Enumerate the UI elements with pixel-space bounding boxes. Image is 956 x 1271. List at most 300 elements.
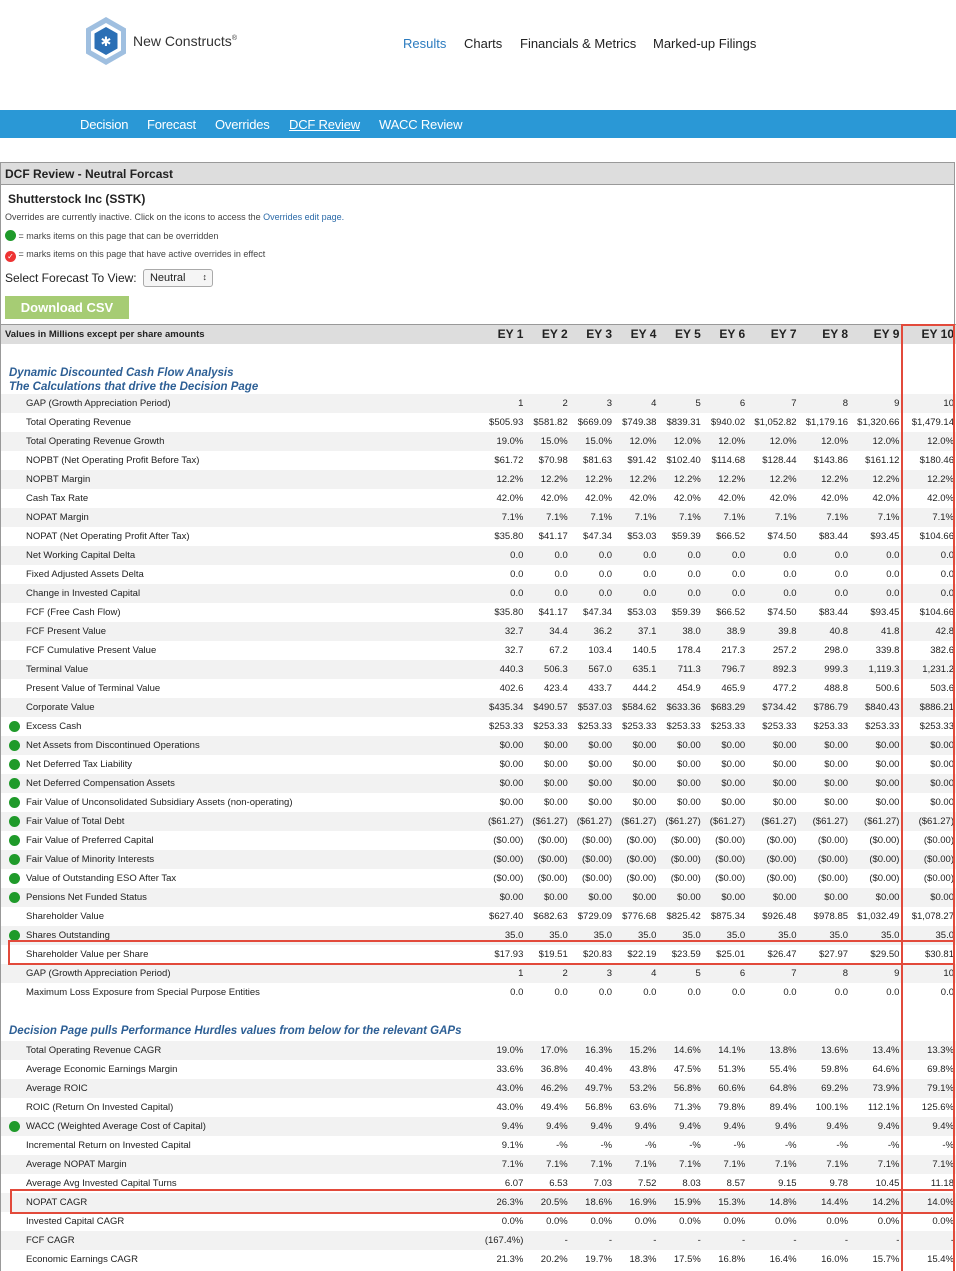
row-label: Fixed Adjusted Assets Delta — [26, 568, 144, 580]
table-cell: 42.0% — [747, 489, 798, 508]
table-cell: 53.2% — [614, 1079, 658, 1098]
table-cell: 0.0 — [799, 546, 850, 565]
table-cell: $0.00 — [570, 888, 614, 907]
table-cell: 71.3% — [658, 1098, 702, 1117]
green-dot-icon — [5, 230, 16, 241]
row-label: Maximum Loss Exposure from Special Purpose Entities — [26, 986, 260, 998]
table-cell: 567.0 — [570, 660, 614, 679]
table-cell: ($0.00) — [901, 831, 956, 850]
table-row — [1, 774, 956, 793]
table-cell: -% — [570, 1136, 614, 1155]
table-cell: $23.59 — [658, 945, 702, 964]
units-label: Values in Millions except per share amounts — [1, 325, 477, 344]
table-cell: $875.34 — [703, 907, 747, 926]
table-cell: 0.0 — [850, 546, 901, 565]
table-cell: 46.2% — [525, 1079, 569, 1098]
brand-name[interactable]: New Constructs® — [133, 33, 237, 49]
table-row — [1, 622, 956, 641]
table-cell: 0.0 — [614, 546, 658, 565]
override-dot-icon[interactable] — [9, 873, 20, 884]
table-cell: 454.9 — [658, 679, 702, 698]
table-cell: ($0.00) — [850, 850, 901, 869]
table-cell: 35.0 — [747, 926, 798, 945]
table-cell: 12.2% — [747, 470, 798, 489]
table-cell: 59.8% — [799, 1060, 850, 1079]
section-heading — [1, 364, 956, 394]
table-cell: 0.0% — [570, 1212, 614, 1231]
table-cell: 5 — [658, 964, 702, 983]
table-cell: 7.1% — [525, 1155, 569, 1174]
table-row — [1, 603, 956, 622]
table-cell: 0.0 — [850, 584, 901, 603]
table-cell: $0.00 — [799, 888, 850, 907]
table-cell: 7.1% — [658, 1155, 702, 1174]
table-row — [1, 1174, 956, 1193]
override-dot-icon[interactable] — [9, 1121, 20, 1132]
table-cell: $66.52 — [703, 527, 747, 546]
table-cell: 42.0% — [850, 489, 901, 508]
table-cell: 56.8% — [570, 1098, 614, 1117]
overrides-note: Overrides are currently inactive. Click on the icons to access the Overrides edit page. — [5, 212, 345, 222]
table-cell: 67.2 — [525, 641, 569, 660]
row-label: Present Value of Terminal Value — [26, 682, 161, 694]
table-cell: $0.00 — [747, 793, 798, 812]
nav-marked-up-filings[interactable]: Marked-up Filings — [653, 36, 757, 51]
table-cell: 13.4% — [850, 1041, 901, 1060]
table-cell: 0.0% — [703, 1212, 747, 1231]
table-cell: - — [850, 1231, 901, 1250]
table-cell: -% — [799, 1136, 850, 1155]
table-cell: $0.00 — [658, 888, 702, 907]
table-cell: 7.1% — [799, 1155, 850, 1174]
table-cell: 12.2% — [614, 470, 658, 489]
table-cell: 32.7 — [477, 622, 525, 641]
override-dot-icon[interactable] — [9, 930, 20, 941]
table-cell: 7.1% — [614, 1155, 658, 1174]
table-row — [1, 432, 956, 451]
override-dot-icon[interactable] — [9, 892, 20, 903]
table-cell: - — [614, 1231, 658, 1250]
row-label: Change in Invested Capital — [26, 587, 141, 599]
table-cell: $926.48 — [747, 907, 798, 926]
table-cell: $70.98 — [525, 451, 569, 470]
column-header: EY 4 — [614, 325, 658, 344]
table-cell: 55.4% — [747, 1060, 798, 1079]
table-cell: 0.0% — [901, 1212, 956, 1231]
table-cell: 506.3 — [525, 660, 569, 679]
table-row — [1, 1079, 956, 1098]
table-cell: 63.6% — [614, 1098, 658, 1117]
table-cell: 49.7% — [570, 1079, 614, 1098]
table-cell: $0.00 — [901, 736, 956, 755]
table-cell: 7.1% — [901, 508, 956, 527]
row-label: Fair Value of Unconsolidated Subsidiary Assets (non-operating) — [26, 796, 293, 808]
table-cell: 0.0% — [614, 1212, 658, 1231]
table-cell: 4 — [614, 394, 658, 413]
table-cell: $0.00 — [525, 755, 569, 774]
table-cell: $940.02 — [703, 413, 747, 432]
table-cell: 42.0% — [525, 489, 569, 508]
table-cell: $825.42 — [658, 907, 702, 926]
row-label: Fair Value of Minority Interests — [26, 853, 155, 865]
table-cell: 382.6 — [901, 641, 956, 660]
table-cell: 0.0 — [703, 565, 747, 584]
table-cell: $0.00 — [477, 736, 525, 755]
table-cell: 178.4 — [658, 641, 702, 660]
table-cell: - — [901, 1231, 956, 1250]
table-cell: 7.1% — [477, 1155, 525, 1174]
table-cell: $253.33 — [747, 717, 798, 736]
override-dot-icon[interactable] — [9, 816, 20, 827]
table-cell: $0.00 — [747, 755, 798, 774]
table-cell: $0.00 — [658, 793, 702, 812]
table-cell: $1,052.82 — [747, 413, 798, 432]
table-cell: 9 — [850, 394, 901, 413]
table-cell: 35.0 — [703, 926, 747, 945]
table-cell: $1,078.27 — [901, 907, 956, 926]
table-cell: 16.0% — [799, 1250, 850, 1269]
table-cell: 0.0 — [570, 584, 614, 603]
row-label: Shareholder Value — [26, 910, 104, 922]
table-cell: ($0.00) — [703, 850, 747, 869]
table-cell: (167.4%) — [477, 1231, 525, 1250]
nav-financials-metrics[interactable]: Financials & Metrics — [520, 36, 637, 51]
table-cell: 1,231.2 — [901, 660, 956, 679]
table-row — [1, 926, 956, 945]
table-cell: $0.00 — [525, 774, 569, 793]
table-cell: 35.0 — [901, 926, 956, 945]
nav-charts[interactable]: Charts — [464, 36, 503, 51]
row-label: Invested Capital CAGR — [26, 1215, 125, 1227]
subnav-forecast[interactable]: Forecast — [147, 117, 196, 132]
table-cell: 6.53 — [525, 1174, 569, 1193]
table-cell: 8.03 — [658, 1174, 702, 1193]
override-dot-icon[interactable] — [9, 778, 20, 789]
table-cell: $0.00 — [614, 755, 658, 774]
table-cell: ($0.00) — [901, 869, 956, 888]
table-cell: ($0.00) — [570, 869, 614, 888]
row-label: NOPBT (Net Operating Profit Before Tax) — [26, 454, 200, 466]
subnav-dcf-review[interactable]: DCF Review — [289, 117, 360, 132]
table-cell: 14.4% — [799, 1193, 850, 1212]
table-cell: 0.0 — [570, 565, 614, 584]
table-cell: -% — [703, 1136, 747, 1155]
table-cell: 9.4% — [747, 1117, 798, 1136]
table-cell: 35.0 — [799, 926, 850, 945]
table-cell: -% — [850, 1136, 901, 1155]
table-cell: 64.8% — [747, 1079, 798, 1098]
table-cell: ($0.00) — [477, 831, 525, 850]
table-cell: $253.33 — [901, 717, 956, 736]
table-cell: $253.33 — [614, 717, 658, 736]
table-cell: 12.0% — [703, 432, 747, 451]
subnav-wacc-review[interactable]: WACC Review — [379, 117, 463, 132]
table-cell: $83.44 — [799, 527, 850, 546]
table-cell: 19.0% — [477, 1041, 525, 1060]
table-cell: 35.0 — [614, 926, 658, 945]
row-label: Shares Outstanding — [26, 929, 110, 941]
table-row — [1, 565, 956, 584]
table-cell: 9.4% — [477, 1117, 525, 1136]
table-cell: $53.03 — [614, 603, 658, 622]
row-label: NOPAT Margin — [26, 511, 89, 523]
table-cell: 125.6% — [901, 1098, 956, 1117]
table-row — [1, 1155, 956, 1174]
table-cell: 0.0 — [747, 546, 798, 565]
table-cell: 16.4% — [747, 1250, 798, 1269]
table-cell: 33.6% — [477, 1060, 525, 1079]
table-cell: $59.39 — [658, 603, 702, 622]
row-label: Average Avg Invested Capital Turns — [26, 1177, 177, 1189]
table-cell: 7.1% — [525, 508, 569, 527]
table-cell: 12.2% — [901, 470, 956, 489]
table-cell: 0.0% — [658, 1212, 702, 1231]
row-label: Cash Tax Rate — [26, 492, 89, 504]
table-cell: 0.0 — [614, 584, 658, 603]
table-row — [1, 1060, 956, 1079]
table-cell: ($61.27) — [850, 812, 901, 831]
table-cell: 433.7 — [570, 679, 614, 698]
table-cell: 0.0 — [703, 584, 747, 603]
forecast-select[interactable]: Neutral ↕ — [143, 269, 213, 287]
table-cell: 0.0% — [850, 1212, 901, 1231]
table-cell: 7.52 — [614, 1174, 658, 1193]
table-cell: 15.0% — [570, 432, 614, 451]
table-cell: $74.50 — [747, 603, 798, 622]
table-cell: $114.68 — [703, 451, 747, 470]
table-cell: $0.00 — [901, 774, 956, 793]
table-cell: 43.0% — [477, 1079, 525, 1098]
table-cell: $128.44 — [747, 451, 798, 470]
table-cell: 32.7 — [477, 641, 525, 660]
table-cell: 12.0% — [850, 432, 901, 451]
table-cell: 7.1% — [570, 1155, 614, 1174]
subnav-decision[interactable]: Decision — [80, 117, 129, 132]
table-cell: 465.9 — [703, 679, 747, 698]
table-cell: 9.78 — [799, 1174, 850, 1193]
table-cell: $0.00 — [703, 888, 747, 907]
overrides-edit-link[interactable]: Overrides edit page. — [263, 212, 345, 222]
table-cell: $0.00 — [747, 736, 798, 755]
table-cell: 15.2% — [614, 1041, 658, 1060]
override-dot-icon[interactable] — [9, 759, 20, 770]
table-cell: 0.0 — [901, 565, 956, 584]
table-cell: 0.0 — [477, 983, 525, 1002]
column-header: EY 7 — [747, 325, 798, 344]
table-cell: 0.0% — [477, 1212, 525, 1231]
table-cell: $0.00 — [477, 774, 525, 793]
section-heading — [1, 1022, 956, 1041]
table-cell: 6.07 — [477, 1174, 525, 1193]
override-dot-icon[interactable] — [9, 740, 20, 751]
table-row — [1, 1231, 956, 1250]
column-header: EY 10 — [901, 325, 956, 344]
override-dot-icon[interactable] — [9, 721, 20, 732]
table-cell: 14.1% — [703, 1041, 747, 1060]
table-cell: 7.1% — [570, 508, 614, 527]
table-cell: 10.45 — [850, 1174, 901, 1193]
table-cell: 257.2 — [747, 641, 798, 660]
table-cell: $35.80 — [477, 603, 525, 622]
row-label: Corporate Value — [26, 701, 95, 713]
table-cell: - — [570, 1231, 614, 1250]
table-cell: 0.0 — [570, 546, 614, 565]
spacer-row — [1, 1002, 956, 1022]
download-csv-button[interactable]: Download CSV — [5, 296, 129, 319]
row-label: Fair Value of Total Debt — [26, 815, 125, 827]
table-cell: 339.8 — [850, 641, 901, 660]
table-cell: 49.4% — [525, 1098, 569, 1117]
row-label: NOPBT Margin — [26, 473, 91, 485]
table-cell: $1,320.66 — [850, 413, 901, 432]
table-cell: -% — [747, 1136, 798, 1155]
table-cell: $0.00 — [850, 793, 901, 812]
table-cell: ($61.27) — [658, 812, 702, 831]
override-dot-icon[interactable] — [9, 835, 20, 846]
table-cell: $27.97 — [799, 945, 850, 964]
table-cell: 36.8% — [525, 1060, 569, 1079]
table-cell: 12.0% — [901, 432, 956, 451]
table-cell: 56.8% — [658, 1079, 702, 1098]
new-constructs-logo-icon[interactable] — [84, 16, 128, 66]
column-header: EY 1 — [477, 325, 525, 344]
table-row — [1, 546, 956, 565]
table-cell: 7.1% — [703, 508, 747, 527]
table-row — [1, 1117, 956, 1136]
table-cell: 9.4% — [901, 1117, 956, 1136]
nav-results[interactable]: Results — [403, 36, 447, 51]
table-cell: $978.85 — [799, 907, 850, 926]
table-cell: 43.8% — [614, 1060, 658, 1079]
table-cell: ($61.27) — [525, 812, 569, 831]
table-cell: $0.00 — [525, 736, 569, 755]
table-cell: 17.5% — [658, 1250, 702, 1269]
table-cell: 112.1% — [850, 1098, 901, 1117]
row-label: Value of Outstanding ESO After Tax — [26, 872, 177, 884]
table-row — [1, 983, 956, 1002]
table-cell: 0.0 — [901, 584, 956, 603]
table-row — [1, 850, 956, 869]
table-cell: 0.0 — [477, 565, 525, 584]
table-cell: $91.42 — [614, 451, 658, 470]
table-cell: - — [658, 1231, 702, 1250]
table-cell: 14.6% — [658, 1041, 702, 1060]
table-cell: 0.0 — [614, 565, 658, 584]
table-cell: 16.8% — [703, 1250, 747, 1269]
table-cell: -% — [614, 1136, 658, 1155]
table-cell: 635.1 — [614, 660, 658, 679]
table-cell: 89.4% — [747, 1098, 798, 1117]
table-cell: $0.00 — [570, 774, 614, 793]
table-cell: $93.45 — [850, 603, 901, 622]
table-cell: $0.00 — [570, 793, 614, 812]
table-cell: $584.62 — [614, 698, 658, 717]
column-header: EY 9 — [850, 325, 901, 344]
table-cell: $104.66 — [901, 603, 956, 622]
table-row — [1, 584, 956, 603]
table-cell: - — [747, 1231, 798, 1250]
table-cell: $0.00 — [747, 888, 798, 907]
table-cell: 15.4% — [901, 1250, 956, 1269]
table-cell: 18.3% — [614, 1250, 658, 1269]
table-row — [1, 508, 956, 527]
table-row — [1, 1136, 956, 1155]
table-cell: 3 — [570, 964, 614, 983]
table-cell: 40.8 — [799, 622, 850, 641]
table-cell: $59.39 — [658, 527, 702, 546]
table-cell: 7.1% — [658, 508, 702, 527]
table-row — [1, 869, 956, 888]
table-cell: 0.0 — [525, 584, 569, 603]
table-cell: 79.8% — [703, 1098, 747, 1117]
table-cell: $61.72 — [477, 451, 525, 470]
row-label: Terminal Value — [26, 663, 89, 675]
table-cell: 43.0% — [477, 1098, 525, 1117]
section-title: Decision Page pulls Performance Hurdles values from below for the relevant GAPs — [1, 1022, 956, 1041]
table-cell: 7 — [747, 394, 798, 413]
table-cell: ($0.00) — [799, 850, 850, 869]
table-cell: 0.0 — [747, 584, 798, 603]
table-cell: $0.00 — [703, 755, 747, 774]
table-cell: 4 — [614, 964, 658, 983]
table-cell: ($0.00) — [477, 850, 525, 869]
table-cell: 9.4% — [703, 1117, 747, 1136]
table-cell: 12.0% — [799, 432, 850, 451]
table-cell: 0.0 — [477, 584, 525, 603]
table-cell: 0.0 — [901, 983, 956, 1002]
table-cell: 12.2% — [703, 470, 747, 489]
table-cell: $729.09 — [570, 907, 614, 926]
table-cell: $0.00 — [525, 888, 569, 907]
table-cell: 3 — [570, 394, 614, 413]
table-row — [1, 888, 956, 907]
table-row — [1, 641, 956, 660]
row-label: NOPAT CAGR — [26, 1196, 88, 1208]
override-dot-icon[interactable] — [9, 797, 20, 808]
table-cell: $253.33 — [477, 717, 525, 736]
table-row — [1, 1212, 956, 1231]
table-cell: 103.4 — [570, 641, 614, 660]
override-dot-icon[interactable] — [9, 854, 20, 865]
table-cell: $749.38 — [614, 413, 658, 432]
table-cell: 35.0 — [477, 926, 525, 945]
table-cell: ($0.00) — [614, 831, 658, 850]
row-label: Average ROIC — [26, 1082, 88, 1094]
row-label: Net Deferred Tax Liability — [26, 758, 132, 770]
table-cell: $0.00 — [477, 888, 525, 907]
table-cell: 796.7 — [703, 660, 747, 679]
table-row — [1, 660, 956, 679]
table-cell: 440.3 — [477, 660, 525, 679]
table-cell: 42.0% — [570, 489, 614, 508]
table-cell: $0.00 — [703, 774, 747, 793]
subnav-overrides[interactable]: Overrides — [215, 117, 270, 132]
table-cell: $66.52 — [703, 603, 747, 622]
table-row — [1, 736, 956, 755]
table-cell: 7 — [747, 964, 798, 983]
table-cell: 73.9% — [850, 1079, 901, 1098]
column-header: EY 8 — [799, 325, 850, 344]
table-cell: ($61.27) — [477, 812, 525, 831]
column-header: EY 2 — [525, 325, 569, 344]
table-row — [1, 1193, 956, 1212]
table-cell: ($61.27) — [570, 812, 614, 831]
table-cell: ($0.00) — [658, 850, 702, 869]
table-cell: 0.0 — [703, 546, 747, 565]
table-cell: $41.17 — [525, 527, 569, 546]
table-cell: $682.63 — [525, 907, 569, 926]
table-cell: $26.47 — [747, 945, 798, 964]
